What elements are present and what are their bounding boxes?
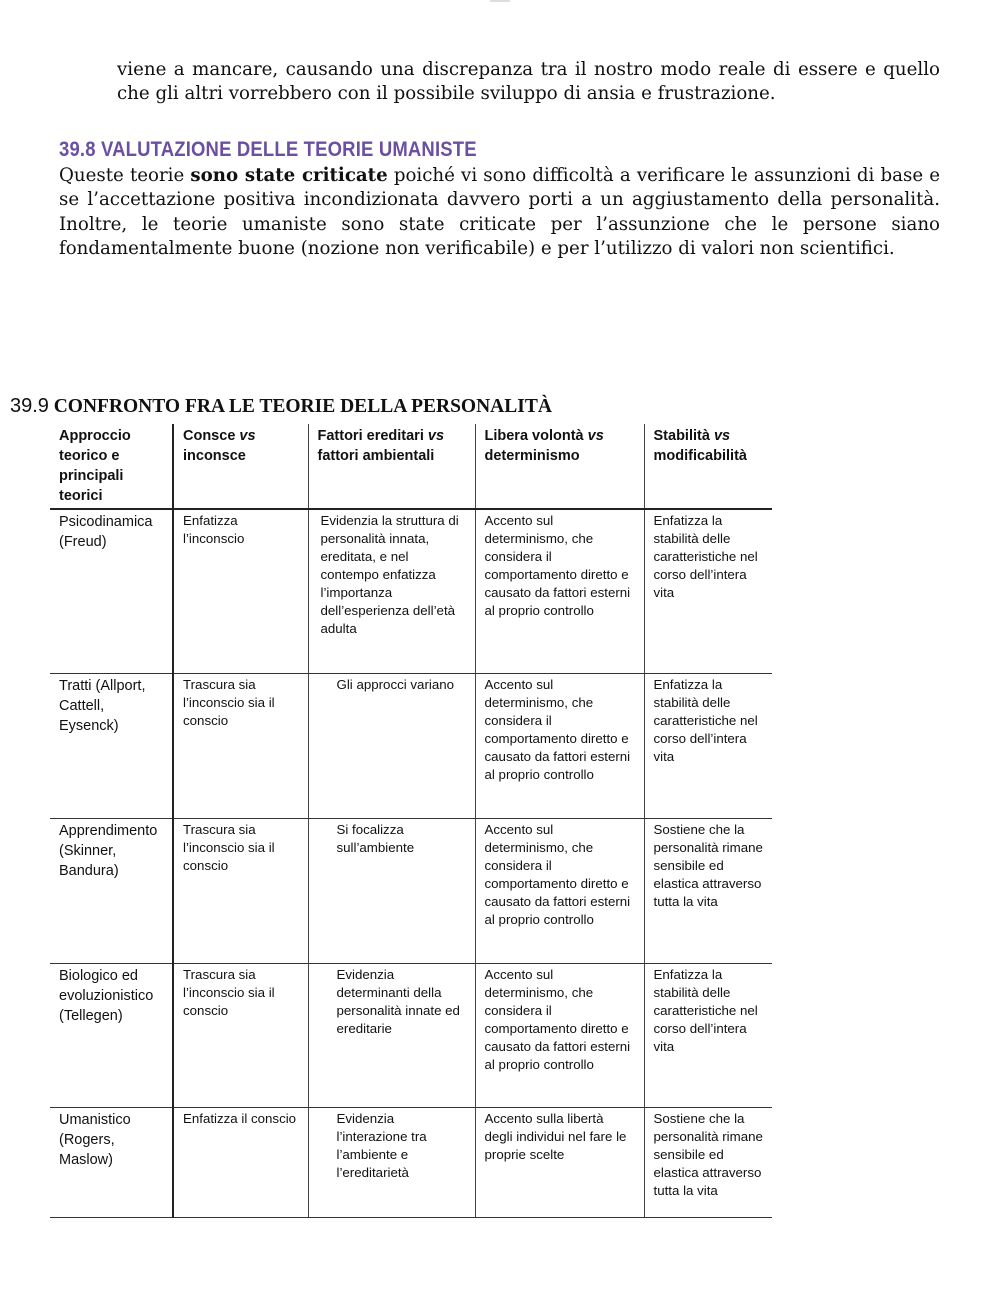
cell-heredity: Gli approcci variano bbox=[308, 673, 475, 818]
section-398-title: 39.8 VALUTAZIONE DELLE TEORIE UMANISTE bbox=[59, 138, 477, 161]
section-398-paragraph bbox=[59, 164, 940, 261]
cell-conscious: Trascura sia l’inconscio sia il conscio bbox=[173, 963, 308, 1107]
cell-heredity: Evidenzia la struttura di personalità innata, ereditata, e nel contempo enfatizza l’importanza dell’esperienza dell’età adulta bbox=[308, 509, 475, 673]
personality-theories-table bbox=[50, 424, 772, 1218]
cell-conscious: Enfatizza il conscio bbox=[173, 1107, 308, 1217]
cell-approach: Apprendimento (Skinner, Bandura) bbox=[50, 818, 173, 963]
section-399-number: 39.9 bbox=[10, 395, 49, 417]
cell-freewill: Accento sul determinismo, che considera il comportamento diretto e causato da fattori esterni al proprio controllo bbox=[475, 963, 644, 1107]
header-freewill: Libera volontà vs determinismo bbox=[475, 424, 644, 509]
intro-paragraph: viene a mancare, causando una discrepanza tra il nostro modo reale di essere e quello che gli altri vorrebbero con il possibile sviluppo di ansia e frustrazione. bbox=[117, 59, 940, 104]
cell-freewill: Accento sul determinismo, che considera il comportamento diretto e causato da fattori esterni al proprio controllo bbox=[475, 673, 644, 818]
section-398-text-end: poiché vi sono difficoltà a verificare le assunzioni di base e se l’accettazione positiva incondizionata davvero porti a un aggiustamento della personalità. Inoltre, le teorie umaniste sono state criticate per l’assunzione che le persone siano fondamentalmente buone (nozione non verificabile) e per l’utilizzo di valori non scientifici. bbox=[59, 165, 940, 259]
header-conscious: Consce vs inconsce bbox=[173, 424, 308, 509]
section-399-title bbox=[10, 395, 552, 418]
header-heredity: Fattori ereditari vs fattori ambientali bbox=[308, 424, 475, 509]
cell-conscious: Trascura sia l’inconscio sia il conscio bbox=[173, 818, 308, 963]
cell-conscious: Enfatizza l’inconscio bbox=[173, 509, 308, 673]
section-398-text-start: Queste teorie bbox=[59, 165, 191, 186]
table-row bbox=[50, 673, 772, 818]
cell-stability: Enfatizza la stabilità delle caratteristiche nel corso dell’intera vita bbox=[644, 673, 772, 818]
cell-approach: Tratti (Allport, Cattell, Eysenck) bbox=[50, 673, 173, 818]
cell-heredity: Si focalizza sull’ambiente bbox=[308, 818, 475, 963]
table-row bbox=[50, 509, 772, 673]
cell-approach: Biologico ed evoluzionistico (Tellegen) bbox=[50, 963, 173, 1107]
header-stability: Stabilità vs modificabilità bbox=[644, 424, 772, 509]
cell-conscious: Trascura sia l’inconscio sia il conscio bbox=[173, 673, 308, 818]
table-header-row bbox=[50, 424, 772, 509]
cell-heredity: Evidenzia determinanti della personalità innate ed ereditarie bbox=[308, 963, 475, 1107]
cell-stability: Sostiene che la personalità rimane sensibile ed elastica attraverso tutta la vita bbox=[644, 818, 772, 963]
table-row bbox=[50, 1107, 772, 1217]
cell-freewill: Accento sul determinismo, che considera il comportamento diretto e causato da fattori esterni al proprio controllo bbox=[475, 818, 644, 963]
table-row bbox=[50, 963, 772, 1107]
header-approach: Approccio teorico e principali teorici bbox=[50, 424, 173, 509]
table-row bbox=[50, 818, 772, 963]
cell-freewill: Accento sulla libertà degli individui nel fare le proprie scelte bbox=[475, 1107, 644, 1217]
cell-heredity: Evidenzia l’interazione tra l’ambiente e l’ereditarietà bbox=[308, 1107, 475, 1217]
section-399-heading: CONFRONTO FRA LE TEORIE DELLA PERSONALITÀ bbox=[53, 396, 552, 417]
cell-approach: Psicodinamica (Freud) bbox=[50, 509, 173, 673]
cell-stability: Enfatizza la stabilità delle caratteristiche nel corso dell’intera vita bbox=[644, 509, 772, 673]
cell-approach: Umanistico (Rogers, Maslow) bbox=[50, 1107, 173, 1217]
cell-freewill: Accento sul determinismo, che considera il comportamento diretto e causato da fattori esterni al proprio controllo bbox=[475, 509, 644, 673]
page-header-mark bbox=[490, 0, 510, 2]
cell-stability: Enfatizza la stabilità delle caratteristiche nel corso dell’intera vita bbox=[644, 963, 772, 1107]
section-398-bold-text: sono state criticate bbox=[190, 165, 388, 186]
cell-stability: Sostiene che la personalità rimane sensibile ed elastica attraverso tutta la vita bbox=[644, 1107, 772, 1217]
